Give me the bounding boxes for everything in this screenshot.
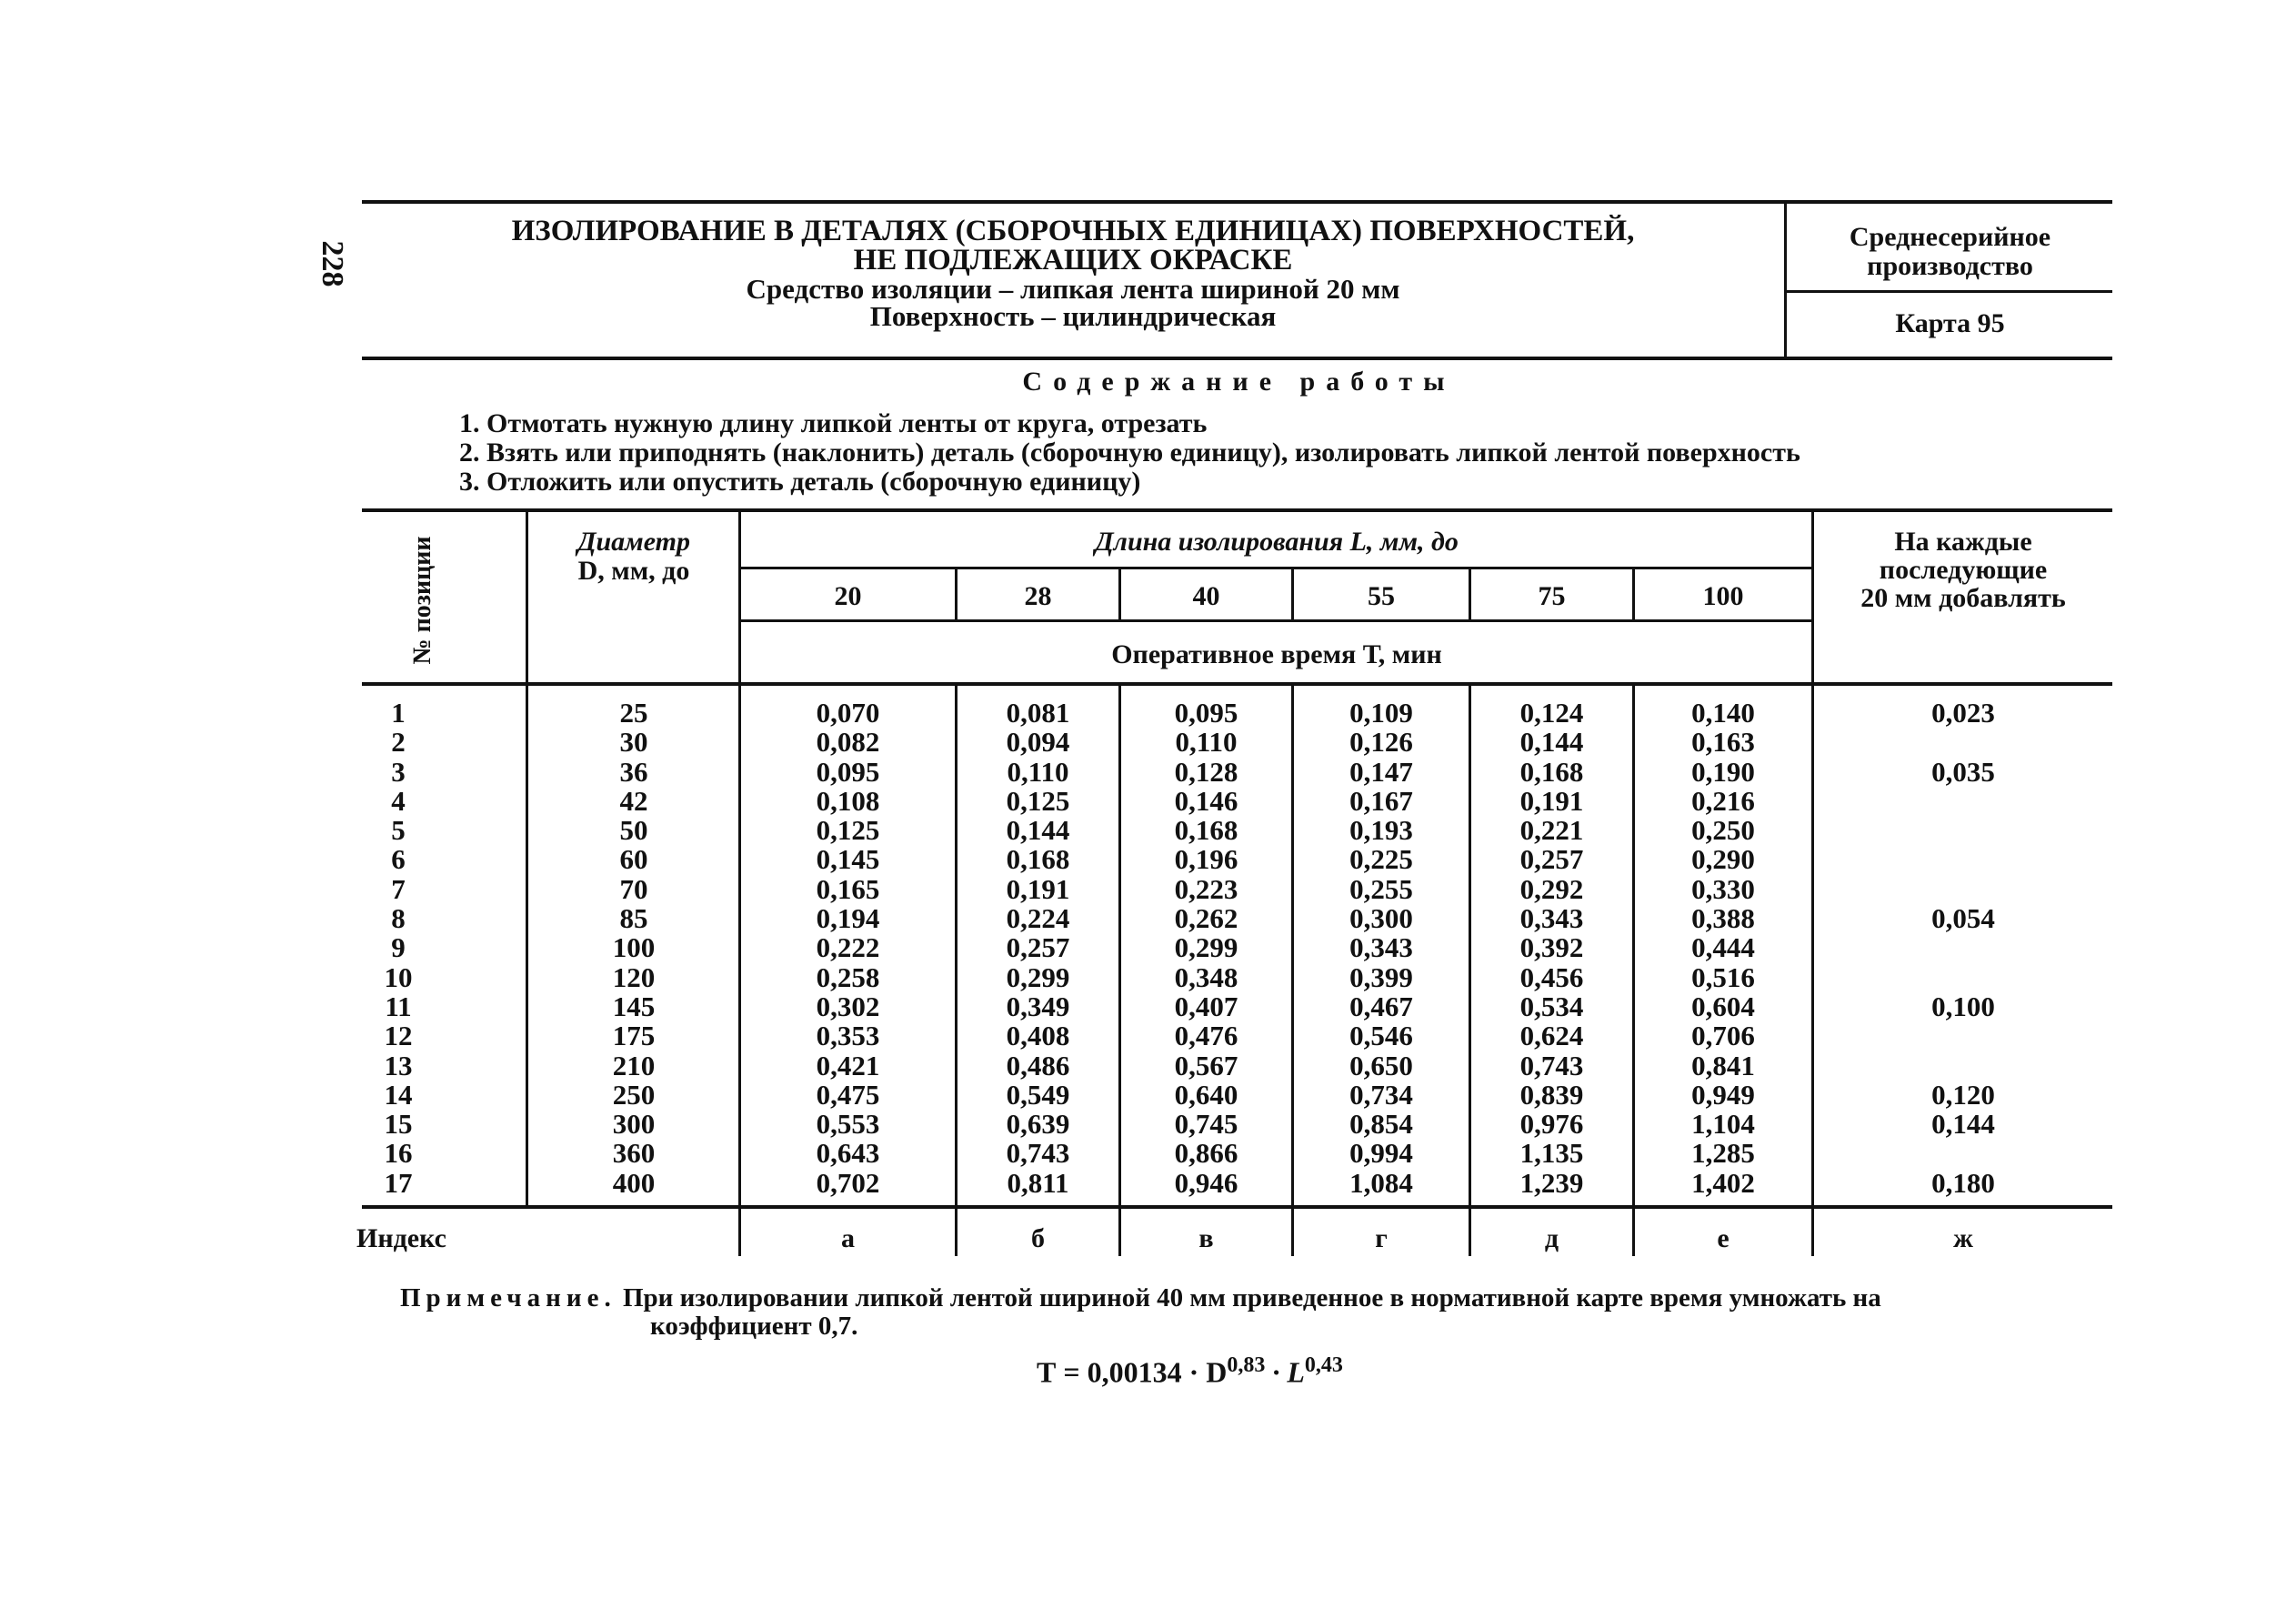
time-cell-75-17: 1,239	[1519, 1166, 1584, 1199]
addition-cell-3: 0,035	[1931, 755, 1995, 788]
time-cell-55-17: 1,084	[1349, 1166, 1413, 1199]
index-a: а	[841, 1223, 855, 1253]
time-cell-40-15: 0,745	[1174, 1108, 1238, 1141]
addition-cell-7	[1814, 875, 2112, 904]
time-column-40	[1121, 699, 1291, 1198]
length-40: 40	[1192, 581, 1220, 611]
time-cell-55-13: 0,650	[1349, 1049, 1413, 1081]
diameter-cell-15: 300	[612, 1108, 656, 1141]
addition-cell-5	[1814, 816, 2112, 845]
addition-cell-12	[1814, 1021, 2112, 1051]
time-cell-20-7: 0,165	[816, 872, 880, 905]
time-cell-20-16: 0,643	[816, 1137, 880, 1170]
time-column-20	[741, 699, 955, 1198]
note-text-1: При изолировании липкой лентой шириной 40 мм приведенное в нормативной карте время умножать на	[622, 1283, 1881, 1312]
time-cell-40-6: 0,196	[1174, 843, 1238, 876]
index-g: г	[1375, 1223, 1388, 1253]
diameters-column	[529, 699, 738, 1198]
time-cell-28-17: 0,811	[1007, 1166, 1069, 1199]
addition-cell-1: 0,023	[1931, 697, 1995, 729]
time-header: Оперативное время Т, мин	[1111, 639, 1442, 669]
time-cell-55-14: 0,734	[1349, 1078, 1413, 1111]
time-cell-75-5: 0,221	[1519, 814, 1584, 847]
time-cell-40-9: 0,299	[1174, 931, 1238, 964]
addition-cell-11: 0,100	[1931, 990, 1995, 1022]
addition-header-line-2: последующие	[1879, 555, 2048, 585]
position-cell-11: 11	[385, 990, 412, 1022]
header-divider	[1784, 200, 1787, 358]
time-cell-28-5: 0,144	[1006, 814, 1070, 847]
addition-header	[1814, 528, 2112, 612]
time-cell-55-7: 0,255	[1349, 872, 1413, 905]
length-28: 28	[1024, 581, 1052, 611]
table-header-bottom-rule	[362, 682, 2112, 686]
position-cell-8: 8	[391, 902, 406, 935]
subtitle-line-1: Средство изоляции – липкая лента шириной 20 мм	[746, 273, 1400, 305]
time-cell-28-3: 0,110	[1007, 755, 1069, 788]
time-cell-20-4: 0,108	[816, 784, 880, 817]
time-column-28	[958, 699, 1118, 1198]
header-top-rule	[362, 200, 2112, 204]
time-cell-40-4: 0,146	[1174, 784, 1238, 817]
time-cell-20-17: 0,702	[816, 1166, 880, 1199]
production-line-1: Среднесерийное	[1849, 222, 2051, 252]
length-75: 75	[1538, 581, 1566, 611]
time-cell-20-3: 0,095	[816, 755, 880, 788]
table-top-rule	[362, 508, 2112, 512]
time-cell-40-2: 0,110	[1175, 726, 1238, 759]
time-cell-40-7: 0,223	[1174, 872, 1238, 905]
diameter-header-line-1: Диаметр	[577, 527, 690, 557]
time-column-100	[1635, 699, 1811, 1198]
formula-mid: · L	[1265, 1355, 1305, 1389]
time-cell-28-7: 0,191	[1006, 872, 1070, 905]
time-cell-75-11: 0,534	[1519, 990, 1584, 1022]
position-cell-3: 3	[391, 755, 406, 788]
time-cell-75-3: 0,168	[1519, 755, 1584, 788]
time-cell-100-8: 0,388	[1691, 902, 1755, 935]
time-cell-28-2: 0,094	[1006, 726, 1070, 759]
card-number: Карта 95	[1895, 308, 2005, 338]
time-cell-75-1: 0,124	[1519, 697, 1584, 729]
position-cell-4: 4	[391, 784, 406, 817]
time-cell-20-11: 0,302	[816, 990, 880, 1022]
time-cell-100-1: 0,140	[1691, 697, 1755, 729]
position-cell-10: 10	[384, 960, 413, 993]
time-cell-40-10: 0,348	[1174, 960, 1238, 993]
time-cell-55-6: 0,225	[1349, 843, 1413, 876]
production-line-2: производство	[1867, 251, 2033, 281]
diameter-cell-17: 400	[612, 1166, 656, 1199]
time-cell-100-17: 1,402	[1691, 1166, 1755, 1199]
time-cell-100-15: 1,104	[1691, 1108, 1755, 1141]
page-number: 228	[316, 240, 349, 287]
time-cell-75-7: 0,292	[1519, 872, 1584, 905]
time-cell-75-9: 0,392	[1519, 931, 1584, 964]
time-cell-20-5: 0,125	[816, 814, 880, 847]
time-cell-55-16: 0,994	[1349, 1137, 1413, 1170]
time-cell-75-13: 0,743	[1519, 1049, 1584, 1081]
production-type	[1788, 223, 2112, 281]
time-cell-55-12: 0,546	[1349, 1020, 1413, 1052]
time-cell-20-14: 0,475	[816, 1078, 880, 1111]
position-cell-17: 17	[384, 1166, 413, 1199]
length-rule	[741, 567, 1814, 569]
time-cell-75-10: 0,456	[1519, 960, 1584, 993]
time-cell-75-14: 0,839	[1519, 1078, 1584, 1111]
diameter-cell-2: 30	[619, 726, 648, 759]
time-cell-40-3: 0,128	[1174, 755, 1238, 788]
time-cell-55-3: 0,147	[1349, 755, 1413, 788]
addition-header-line-3: 20 мм добавлять	[1860, 583, 2066, 613]
time-cell-20-10: 0,258	[816, 960, 880, 993]
time-cell-100-16: 1,285	[1691, 1137, 1755, 1170]
time-cell-75-2: 0,144	[1519, 726, 1584, 759]
diameter-header	[529, 528, 738, 586]
position-cell-1: 1	[391, 697, 406, 729]
time-cell-28-1: 0,081	[1006, 697, 1070, 729]
position-cell-9: 9	[391, 931, 406, 964]
time-cell-28-12: 0,408	[1006, 1020, 1070, 1052]
formula-main: Т = 0,00134 · D	[1037, 1355, 1228, 1389]
index-d: д	[1544, 1223, 1559, 1253]
time-cell-20-8: 0,194	[816, 902, 880, 935]
time-cell-28-15: 0,639	[1006, 1108, 1070, 1141]
time-cell-100-7: 0,330	[1691, 872, 1755, 905]
time-cell-20-12: 0,353	[816, 1020, 880, 1052]
index-zh: ж	[1953, 1223, 1973, 1253]
time-cell-40-11: 0,407	[1174, 990, 1238, 1022]
position-cell-15: 15	[384, 1108, 413, 1141]
length-100: 100	[1702, 581, 1744, 611]
time-cell-100-5: 0,250	[1691, 814, 1755, 847]
addition-cell-16	[1814, 1139, 2112, 1168]
addition-cell-9	[1814, 933, 2112, 962]
position-cell-14: 14	[384, 1078, 413, 1111]
work-item-2: 2. Взять или приподнять (наклонить) деталь (сборочную единицу), изолировать липкой лентой поверхность	[459, 437, 1800, 468]
addition-cell-2	[1814, 728, 2112, 757]
addition-column	[1814, 699, 2112, 1198]
time-cell-100-14: 0,949	[1691, 1078, 1755, 1111]
formula-exp-l: 0,43	[1304, 1353, 1343, 1377]
time-cell-20-1: 0,070	[816, 697, 880, 729]
time-cell-55-4: 0,167	[1349, 784, 1413, 817]
addition-cell-8: 0,054	[1931, 902, 1995, 935]
addition-cell-6	[1814, 845, 2112, 874]
time-cell-100-4: 0,216	[1691, 784, 1755, 817]
time-cell-20-13: 0,421	[816, 1049, 880, 1081]
time-cell-40-17: 0,946	[1174, 1166, 1238, 1199]
time-cell-40-8: 0,262	[1174, 902, 1238, 935]
diameter-cell-14: 250	[612, 1078, 656, 1111]
length-header: Длина изолирования L, мм, до	[1095, 527, 1459, 557]
time-cell-28-8: 0,224	[1006, 902, 1070, 935]
note-line-2: коэффициент 0,7.	[650, 1312, 858, 1341]
diameter-cell-7: 70	[619, 872, 648, 905]
time-cell-40-13: 0,567	[1174, 1049, 1238, 1081]
lengths-bottom-rule	[741, 619, 1814, 622]
time-column-55	[1294, 699, 1469, 1198]
time-cell-55-10: 0,399	[1349, 960, 1413, 993]
diameter-cell-5: 50	[619, 814, 648, 847]
addition-header-line-1: На каждые	[1894, 527, 2032, 557]
time-cell-75-16: 1,135	[1519, 1137, 1584, 1170]
table-vline-1	[526, 508, 528, 1207]
index-v: в	[1198, 1223, 1214, 1253]
note-line-1	[400, 1284, 1881, 1312]
time-cell-28-10: 0,299	[1006, 960, 1070, 993]
time-cell-40-5: 0,168	[1174, 814, 1238, 847]
addition-cell-10	[1814, 963, 2112, 992]
position-cell-2: 2	[391, 726, 406, 759]
time-cell-100-2: 0,163	[1691, 726, 1755, 759]
time-cell-40-12: 0,476	[1174, 1020, 1238, 1052]
time-cell-40-1: 0,095	[1174, 697, 1238, 729]
time-cell-55-8: 0,300	[1349, 902, 1413, 935]
addition-cell-13	[1814, 1051, 2112, 1081]
subtitle-line-2: Поверхность – цилиндрическая	[869, 300, 1277, 332]
index-label: Индекс	[356, 1223, 446, 1253]
time-cell-20-15: 0,553	[816, 1108, 880, 1141]
work-item-3: 3. Отложить или опустить деталь (сборочную единицу)	[459, 467, 1141, 497]
addition-cell-14: 0,120	[1931, 1078, 1995, 1111]
diameter-cell-16: 360	[612, 1137, 656, 1170]
diameter-cell-6: 60	[619, 843, 648, 876]
time-column-75	[1471, 699, 1632, 1198]
time-cell-28-4: 0,125	[1006, 784, 1070, 817]
time-cell-28-6: 0,168	[1006, 843, 1070, 876]
time-cell-55-15: 0,854	[1349, 1108, 1413, 1141]
position-column-header: № позиции	[408, 536, 436, 665]
time-cell-75-4: 0,191	[1519, 784, 1584, 817]
diameter-cell-11: 145	[612, 990, 656, 1022]
length-55: 55	[1368, 581, 1395, 611]
time-cell-55-9: 0,343	[1349, 931, 1413, 964]
position-cell-6: 6	[391, 843, 406, 876]
diameter-cell-8: 85	[619, 902, 648, 935]
diameter-cell-13: 210	[612, 1049, 656, 1081]
time-cell-28-13: 0,486	[1006, 1049, 1070, 1081]
diameter-cell-12: 175	[612, 1020, 656, 1052]
index-b: б	[1031, 1223, 1045, 1253]
time-cell-75-8: 0,343	[1519, 902, 1584, 935]
index-e: е	[1717, 1223, 1730, 1253]
title-line-1: ИЗОЛИРОВАНИЕ В ДЕТАЛЯХ (СБОРОЧНЫХ ЕДИНИЦАХ) ПОВЕРХНОСТЕЙ,	[511, 215, 1635, 247]
work-item-1: 1. Отмотать нужную длину липкой ленты от круга, отрезать	[459, 408, 1208, 438]
time-cell-40-16: 0,866	[1174, 1137, 1238, 1170]
length-20: 20	[834, 581, 862, 611]
position-cell-12: 12	[384, 1020, 413, 1052]
diameter-cell-4: 42	[619, 784, 648, 817]
time-cell-100-9: 0,444	[1691, 931, 1755, 964]
formula-exp-d: 0,83	[1227, 1353, 1266, 1377]
work-heading: Содержание работы	[1022, 367, 1456, 397]
addition-cell-15: 0,144	[1931, 1108, 1995, 1141]
diameter-cell-10: 120	[612, 960, 656, 993]
diameter-cell-1: 25	[619, 697, 648, 729]
time-cell-28-9: 0,257	[1006, 931, 1070, 964]
time-cell-100-6: 0,290	[1691, 843, 1755, 876]
note-label: Примечание.	[400, 1283, 617, 1312]
diameter-header-line-2: D, мм, до	[577, 556, 690, 586]
time-cell-100-3: 0,190	[1691, 755, 1755, 788]
time-cell-20-2: 0,082	[816, 726, 880, 759]
time-cell-100-13: 0,841	[1691, 1049, 1755, 1081]
table-body-bottom-rule	[362, 1205, 2112, 1209]
title-line-2: НЕ ПОДЛЕЖАЩИХ ОКРАСКЕ	[853, 244, 1293, 277]
time-cell-100-11: 0,604	[1691, 990, 1755, 1022]
header-side-rule	[1784, 290, 2112, 293]
time-cell-75-15: 0,976	[1519, 1108, 1584, 1141]
addition-cell-17: 0,180	[1931, 1166, 1995, 1199]
time-cell-55-11: 0,467	[1349, 990, 1413, 1022]
time-cell-100-12: 0,706	[1691, 1020, 1755, 1052]
diameter-cell-9: 100	[612, 931, 656, 964]
positions-column	[362, 699, 435, 1198]
position-cell-5: 5	[391, 814, 406, 847]
formula	[1037, 1353, 1343, 1390]
addition-cell-4	[1814, 787, 2112, 816]
time-cell-55-2: 0,126	[1349, 726, 1413, 759]
time-cell-75-6: 0,257	[1519, 843, 1584, 876]
time-cell-28-16: 0,743	[1006, 1137, 1070, 1170]
time-cell-40-14: 0,640	[1174, 1078, 1238, 1111]
time-cell-55-5: 0,193	[1349, 814, 1413, 847]
position-cell-13: 13	[384, 1049, 413, 1081]
time-cell-20-9: 0,222	[816, 931, 880, 964]
header-bottom-rule	[362, 357, 2112, 360]
time-cell-100-10: 0,516	[1691, 960, 1755, 993]
time-cell-55-1: 0,109	[1349, 697, 1413, 729]
position-cell-7: 7	[391, 872, 406, 905]
time-cell-28-14: 0,549	[1006, 1078, 1070, 1111]
diameter-cell-3: 36	[619, 755, 648, 788]
position-cell-16: 16	[384, 1137, 413, 1170]
time-cell-28-11: 0,349	[1006, 990, 1070, 1022]
time-cell-20-6: 0,145	[816, 843, 880, 876]
time-cell-75-12: 0,624	[1519, 1020, 1584, 1052]
